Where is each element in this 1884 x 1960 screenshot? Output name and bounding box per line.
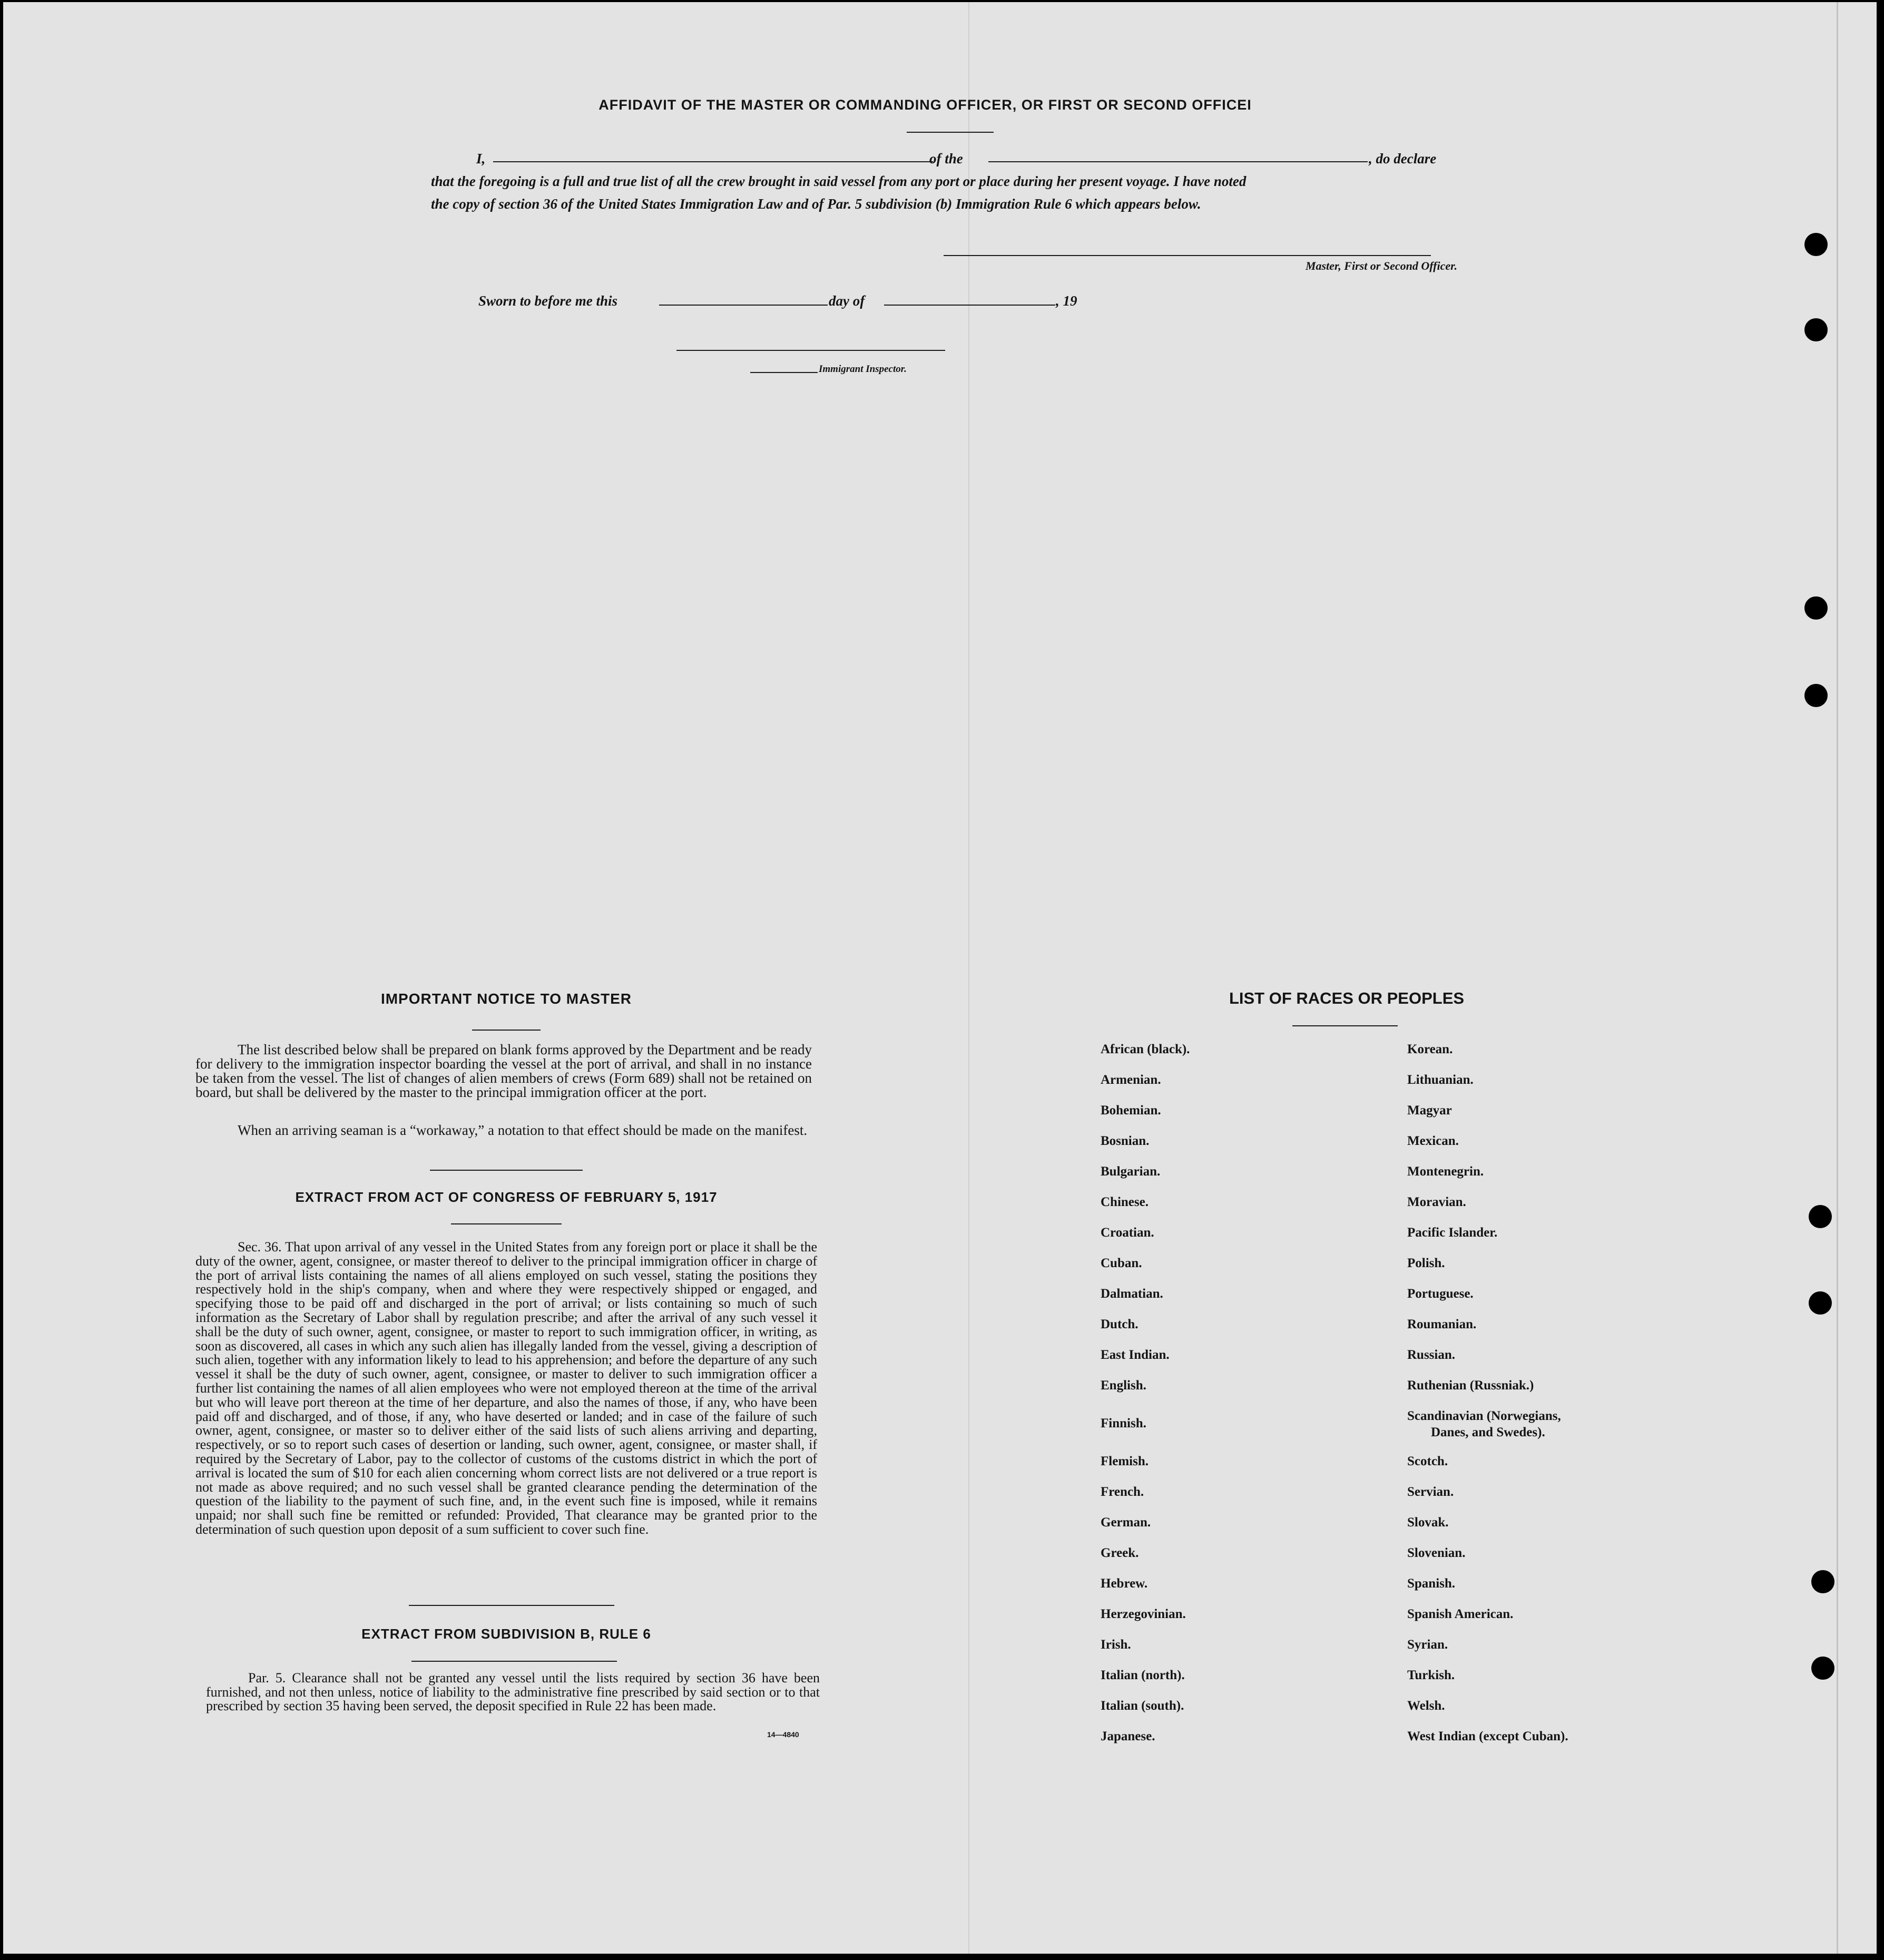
race-item: Japanese. <box>1101 1729 1155 1743</box>
divider <box>430 1170 583 1171</box>
signature-caption: Master, First or Second Officer. <box>1305 259 1457 272</box>
inspector-caption-line <box>750 372 818 373</box>
affidavit-of-the-label: of the <box>929 151 963 166</box>
race-item: Welsh. <box>1407 1699 1445 1713</box>
race-item: French. <box>1101 1485 1144 1499</box>
race-item: Flemish. <box>1101 1454 1149 1468</box>
race-item: Armenian. <box>1101 1073 1161 1087</box>
race-item: Montenegrin. <box>1407 1164 1484 1179</box>
race-item: Dalmatian. <box>1101 1287 1163 1301</box>
page-edge <box>1837 2 1838 1954</box>
notice-paragraph-2: When an arriving seaman is a “workaway,” a notation to that effect should be made on the manifest. <box>238 1122 808 1138</box>
binder-hole <box>1804 233 1828 256</box>
race-item: Slovenian. <box>1407 1546 1466 1560</box>
race-item: Cuban. <box>1101 1256 1142 1270</box>
month-blank[interactable] <box>884 305 1055 306</box>
race-item: Moravian. <box>1407 1195 1466 1209</box>
race-item: Magyar <box>1407 1103 1452 1118</box>
extract-act-title: EXTRACT FROM ACT OF CONGRESS OF FEBRUARY 5, 1917 <box>295 1189 718 1205</box>
race-item: Hebrew. <box>1101 1576 1148 1591</box>
fold-line <box>968 2 969 1954</box>
race-item: Italian (north). <box>1101 1668 1185 1682</box>
race-item: Irish. <box>1101 1638 1131 1652</box>
race-item: Slovak. <box>1407 1515 1449 1530</box>
document-page <box>3 2 1877 1954</box>
divider <box>907 132 994 133</box>
extract-act-text: Sec. 36. That upon arrival of any vessel in the United States from any foreign port or place it shall be the duty of the owner, agent, consignee, or master thereof to deliver to the principal immigration officer in charge of the port of arrival lists containing the names of all aliens employed on such vessel, stating the positions they respectively hold in the ship's company, when and where they were respectively shipped or engaged, and specifying those to be paid off and discharged in the port of arrival; or lists containing so much of such information as the Secretary of Labor shall by regulation prescribe; and after the arrival of any such vessel it shall be the duty of such owner, agent, consignee, or master to report to such immigration officer, in writing, as soon as discovered, all cases in which any such alien has illegally landed from the vessel, giving a description of such alien, together with any information likely to lead to his apprehension; and before the departure of any such vessel it shall be the duty of such owner, agent, consignee, or master to deliver to such immigration officer a further list containing the names of all alien employees who were not employed thereon at the time of the arrival but who will leave port thereon at the time of her departure, and also the names of those, if any, who have been paid off and discharged, and of those, if any, who have deserted or landed; and in case of the failure of such owner, agent, consignee, or master so to deliver either of the said lists of such aliens arriving and departing, respectively, or so to report such cases of desertion or landing, such owner, agent, consignee, or master shall, if required by the Secretary of Labor, pay to the collector of customs of the customs district in which the port of arrival is located the sum of $10 for each alien concerning whom correct lists are not delivered or a true report is not made as above required; and no such vessel shall be granted clearance pending the determination of the question of the liability to the payment of such fine, and, in the event such fine is imposed, while it remains unpaid; nor shall such fine be remitted or refunded: Provided, That clearance may be granted prior to the determination of such question upon deposit of a sum sufficient to cover such fine. <box>195 1239 817 1537</box>
inspector-caption: Immigrant Inspector. <box>819 364 907 375</box>
extract-rule-text: Par. 5. Clearance shall not be granted any vessel until the lists required by section 36 have been furnished, and not then unless, notice of liability to the administrative fine prescribed by said section or to that prescribed by section 35 having been served, the deposit specified in Rule 22 has been made. <box>206 1670 820 1713</box>
race-item: Ruthenian (Russniak.) <box>1407 1378 1534 1393</box>
race-item: Turkish. <box>1407 1668 1455 1682</box>
name-blank[interactable] <box>493 161 933 162</box>
divider <box>409 1605 614 1606</box>
vessel-blank[interactable] <box>988 161 1368 162</box>
year-label: , 19 <box>1056 293 1077 309</box>
notice-title: IMPORTANT NOTICE TO MASTER <box>380 991 632 1007</box>
affidavit-line-2: that the foregoing is a full and true list of all the crew brought in said vessel from any port or place during her present voyage. I have noted <box>431 173 1247 189</box>
race-item: Scandinavian (Norwegians, <box>1407 1409 1561 1423</box>
inspector-signature-line[interactable] <box>676 350 945 351</box>
race-item: Portuguese. <box>1407 1287 1474 1301</box>
race-item: Mexican. <box>1407 1134 1459 1148</box>
binder-hole <box>1809 1205 1832 1228</box>
notice-paragraph-1: The list described below shall be prepared on blank forms approved by the Department and be ready for delivery to the immigration inspector boarding the vessel at the port of arrival, and shall in no instance be taken from the vessel. The list of changes of alien members of crews (Form 689) shall not be retained on board, but shall be delivered by the master to the principal immigration officer at the port. <box>195 1042 812 1100</box>
race-item: German. <box>1101 1515 1151 1530</box>
binder-hole <box>1809 1291 1832 1315</box>
race-item: Greek. <box>1101 1546 1139 1560</box>
race-item: Korean. <box>1407 1042 1453 1056</box>
binder-hole <box>1804 318 1828 341</box>
race-item: East Indian. <box>1101 1348 1170 1362</box>
divider <box>1292 1025 1398 1026</box>
race-item: Spanish. <box>1407 1576 1456 1591</box>
race-item: Russian. <box>1407 1348 1456 1362</box>
binder-hole <box>1804 684 1828 707</box>
race-item: Bosnian. <box>1101 1134 1150 1148</box>
divider <box>411 1661 617 1662</box>
race-item: Lithuanian. <box>1407 1073 1474 1087</box>
binder-hole <box>1811 1657 1834 1680</box>
race-item: Syrian. <box>1407 1638 1448 1652</box>
day-blank[interactable] <box>659 305 828 306</box>
form-number: 14—4840 <box>767 1730 799 1739</box>
binder-hole <box>1811 1570 1834 1593</box>
race-item: Herzegovinian. <box>1101 1607 1186 1621</box>
race-item: Scotch. <box>1407 1454 1448 1468</box>
divider <box>451 1223 562 1224</box>
race-item: Pacific Islander. <box>1407 1226 1498 1240</box>
affidavit-i-label: I, <box>476 151 486 166</box>
affidavit-title: AFFIDAVIT OF THE MASTER OR COMMANDING OFFICER, OR FIRST OR SECOND OFFICEI <box>598 97 1252 113</box>
race-item: Polish. <box>1407 1256 1445 1270</box>
races-title: LIST OF RACES OR PEOPLES <box>1229 989 1465 1007</box>
day-of-label: day of <box>829 293 865 309</box>
race-item: Finnish. <box>1101 1416 1146 1430</box>
race-item: Bohemian. <box>1101 1103 1161 1118</box>
race-item: Italian (south). <box>1101 1699 1184 1713</box>
divider <box>472 1030 541 1031</box>
race-item: Bulgarian. <box>1101 1164 1161 1179</box>
race-item: Chinese. <box>1101 1195 1149 1209</box>
race-item: West Indian (except Cuban). <box>1407 1729 1568 1743</box>
race-item: English. <box>1101 1378 1146 1393</box>
sworn-label: Sworn to before me this <box>478 293 618 309</box>
race-item: African (black). <box>1101 1042 1190 1056</box>
signature-line[interactable] <box>944 255 1431 256</box>
race-item: Servian. <box>1407 1485 1454 1499</box>
affidavit-line-3: the copy of section 36 of the United States Immigration Law and of Par. 5 subdivision (b) Immigration Rule 6 which appears below. <box>431 196 1201 212</box>
race-item-continuation: Danes, and Swedes). <box>1431 1425 1545 1439</box>
binder-hole <box>1804 596 1828 620</box>
race-item: Spanish American. <box>1407 1607 1514 1621</box>
race-item: Croatian. <box>1101 1226 1154 1240</box>
race-item: Roumanian. <box>1407 1317 1477 1331</box>
extract-rule-title: EXTRACT FROM SUBDIVISION B, RULE 6 <box>361 1626 651 1642</box>
race-item: Dutch. <box>1101 1317 1139 1331</box>
affidavit-declare-label: , do declare <box>1369 151 1437 166</box>
